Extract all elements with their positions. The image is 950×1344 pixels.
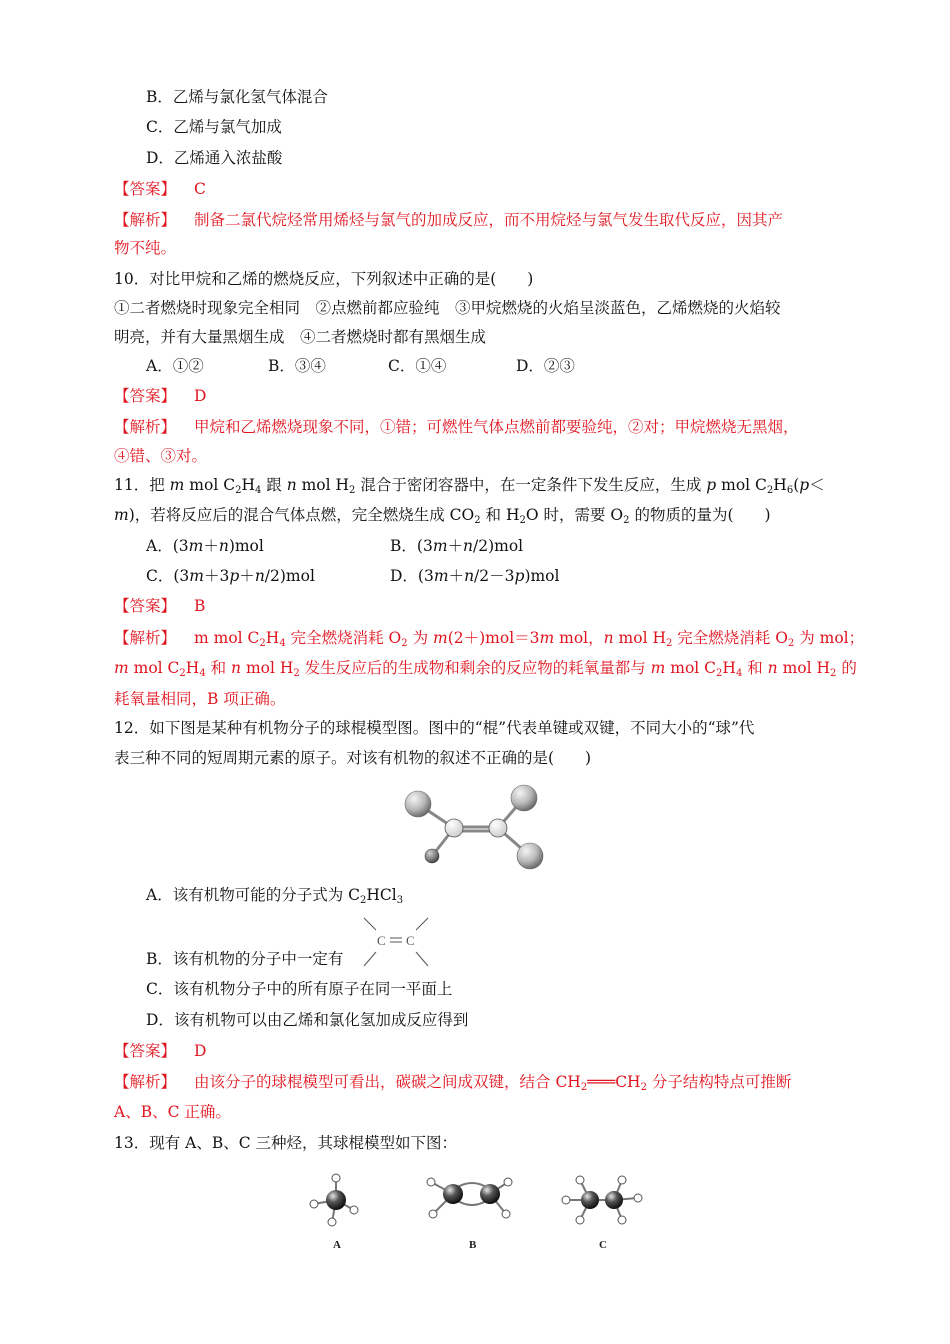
q11-option-a: A．(3m＋n)mol	[146, 537, 264, 555]
q10-statement-line1: ①二者燃烧时现象完全相同 ②点燃前都应验纯 ③甲烷燃烧的火焰呈淡蓝色，乙烯燃烧的火焰较	[114, 299, 781, 317]
q13-stem: 13．现有 A、B、C 三种烃，其球棍模型如下图：	[114, 1134, 458, 1152]
analysis-tag: 【解析】	[114, 1073, 177, 1091]
q9-analysis-line2: 物不纯。	[114, 239, 177, 257]
q12-option-d: D．该有机物可以由乙烯和氯化氢加成反应得到	[146, 1011, 469, 1029]
q10-options	[146, 355, 575, 377]
answer-value: D	[194, 1042, 207, 1060]
model-c-label: C	[599, 1239, 607, 1251]
analysis-tag: 【解析】	[114, 418, 177, 436]
model-a-methane	[310, 1174, 358, 1226]
q12-ball-stick-model	[380, 770, 580, 880]
model-a-label: A	[333, 1239, 341, 1251]
q10-option-c: C．①④	[388, 357, 447, 375]
q10-answer	[114, 385, 206, 407]
q12-option-a: A．该有机物可能的分子式为 $C_2HCl_3$	[146, 886, 404, 906]
q11-analysis-line2: m mol $C_2H_4$ 和 n mol $H_2$ 发生反应后的生成物和剩余的反应物的耗氧量都与 m mol $C_2H_4$ 和 n mol $H_2$ 的	[114, 659, 857, 679]
answer-tag: 【答案】	[114, 387, 177, 405]
q9-option-c: C．乙烯与氯气加成	[146, 118, 282, 136]
q12-answer	[114, 1040, 206, 1062]
q11-options-row1	[146, 535, 523, 557]
answer-tag: 【答案】	[114, 597, 177, 615]
q9-option-d: D．乙烯通入浓盐酸	[146, 149, 283, 167]
q11-answer	[114, 595, 205, 617]
q11-option-c: C．(3m＋3p＋n/2)mol	[146, 567, 315, 585]
q12-option-c: C．该有机物分子中的所有原子在同一平面上	[146, 980, 453, 998]
cc-label-left: C	[377, 933, 386, 948]
q11-stem-line1: 11．把 m mol $C_2H_4$ 跟 n mol $H_2$ 混合于密闭容器中，在一定条件下发生反应，生成 p mol $C_2H_6(p<$	[114, 476, 825, 496]
model-b-ethylene	[427, 1178, 512, 1218]
answer-value: B	[194, 597, 206, 615]
q11-option-b: B．(3m＋n/2)mol	[390, 537, 524, 555]
q12-stem-line2: 表三种不同的短周期元素的原子。对该有机物的叙述不正确的是( )	[114, 749, 592, 767]
q11-stem-line2: m)，若将反应后的混合气体点燃，完全燃烧生成 $CO_2$ 和 $H_2O$ 时，需要 $O_2$ 的物质的量为( )	[114, 506, 771, 526]
model-b-label: B	[469, 1239, 477, 1251]
q9-answer	[114, 178, 206, 200]
q12-cc-double-bond-structure	[356, 914, 436, 970]
q11-options-row2	[146, 565, 559, 587]
analysis-text: m mol $C_2H_4$ 完全燃烧消耗 $O_2$ 为 m(2＋)mol＝3m mol，n mol $H_2$ 完全燃烧消耗 $O_2$ 为 mol；	[194, 629, 865, 649]
q10-option-b: B．③④	[268, 357, 326, 375]
answer-value: C	[194, 180, 206, 198]
q12-option-b: B．该有机物的分子中一定有	[146, 950, 344, 968]
answer-tag: 【答案】	[114, 1042, 177, 1060]
analysis-tag: 【解析】	[114, 629, 177, 647]
analysis-text: 由该分子的球棍模型可看出，碳碳之间成双键，结合 $CH_2═══CH_2$ 分子结构特点可推断	[194, 1073, 792, 1093]
q10-option-d: D．②③	[516, 357, 575, 375]
analysis-tag: 【解析】	[114, 211, 177, 229]
q12-stem-line1: 12．如下图是某种有机物分子的球棍模型图。图中的“棍”代表单键或双键，不同大小的“球”代	[114, 719, 755, 737]
analysis-text: 甲烷和乙烯燃烧现象不同，①错；可燃性气体点燃前都要验纯，②对；甲烷燃烧无黑烟，	[194, 418, 799, 436]
q9-analysis-line1	[114, 209, 783, 231]
q13-ball-stick-models	[296, 1160, 656, 1260]
q11-option-d: D．(3m＋n/2－3p)mol	[390, 567, 560, 585]
q10-statement-line2: 明亮，并有大量黑烟生成 ④二者燃烧时都有黑烟生成	[114, 328, 487, 346]
q10-stem: 10．对比甲烷和乙烯的燃烧反应，下列叙述中正确的是( )	[114, 270, 534, 288]
q12-analysis-line2: A、B、C 正确。	[114, 1103, 231, 1121]
q10-analysis-line1	[114, 416, 799, 438]
answer-value: D	[194, 387, 207, 405]
q9-option-b: B．乙烯与氯化氢气体混合	[146, 88, 328, 106]
q11-analysis-line1	[114, 627, 864, 649]
cc-label-right: C	[406, 933, 415, 948]
q10-option-a: A．①②	[146, 357, 204, 375]
model-c-ethane	[562, 1176, 642, 1224]
answer-tag: 【答案】	[114, 180, 177, 198]
analysis-text: 制备二氯代烷烃常用烯烃与氯气的加成反应，而不用烷烃与氯气发生取代反应，因其产	[194, 211, 784, 229]
q10-analysis-line2: ④错、③对。	[114, 447, 208, 465]
q12-analysis-line1	[114, 1071, 791, 1093]
q11-analysis-line3: 耗氧量相同，B 项正确。	[114, 690, 286, 708]
